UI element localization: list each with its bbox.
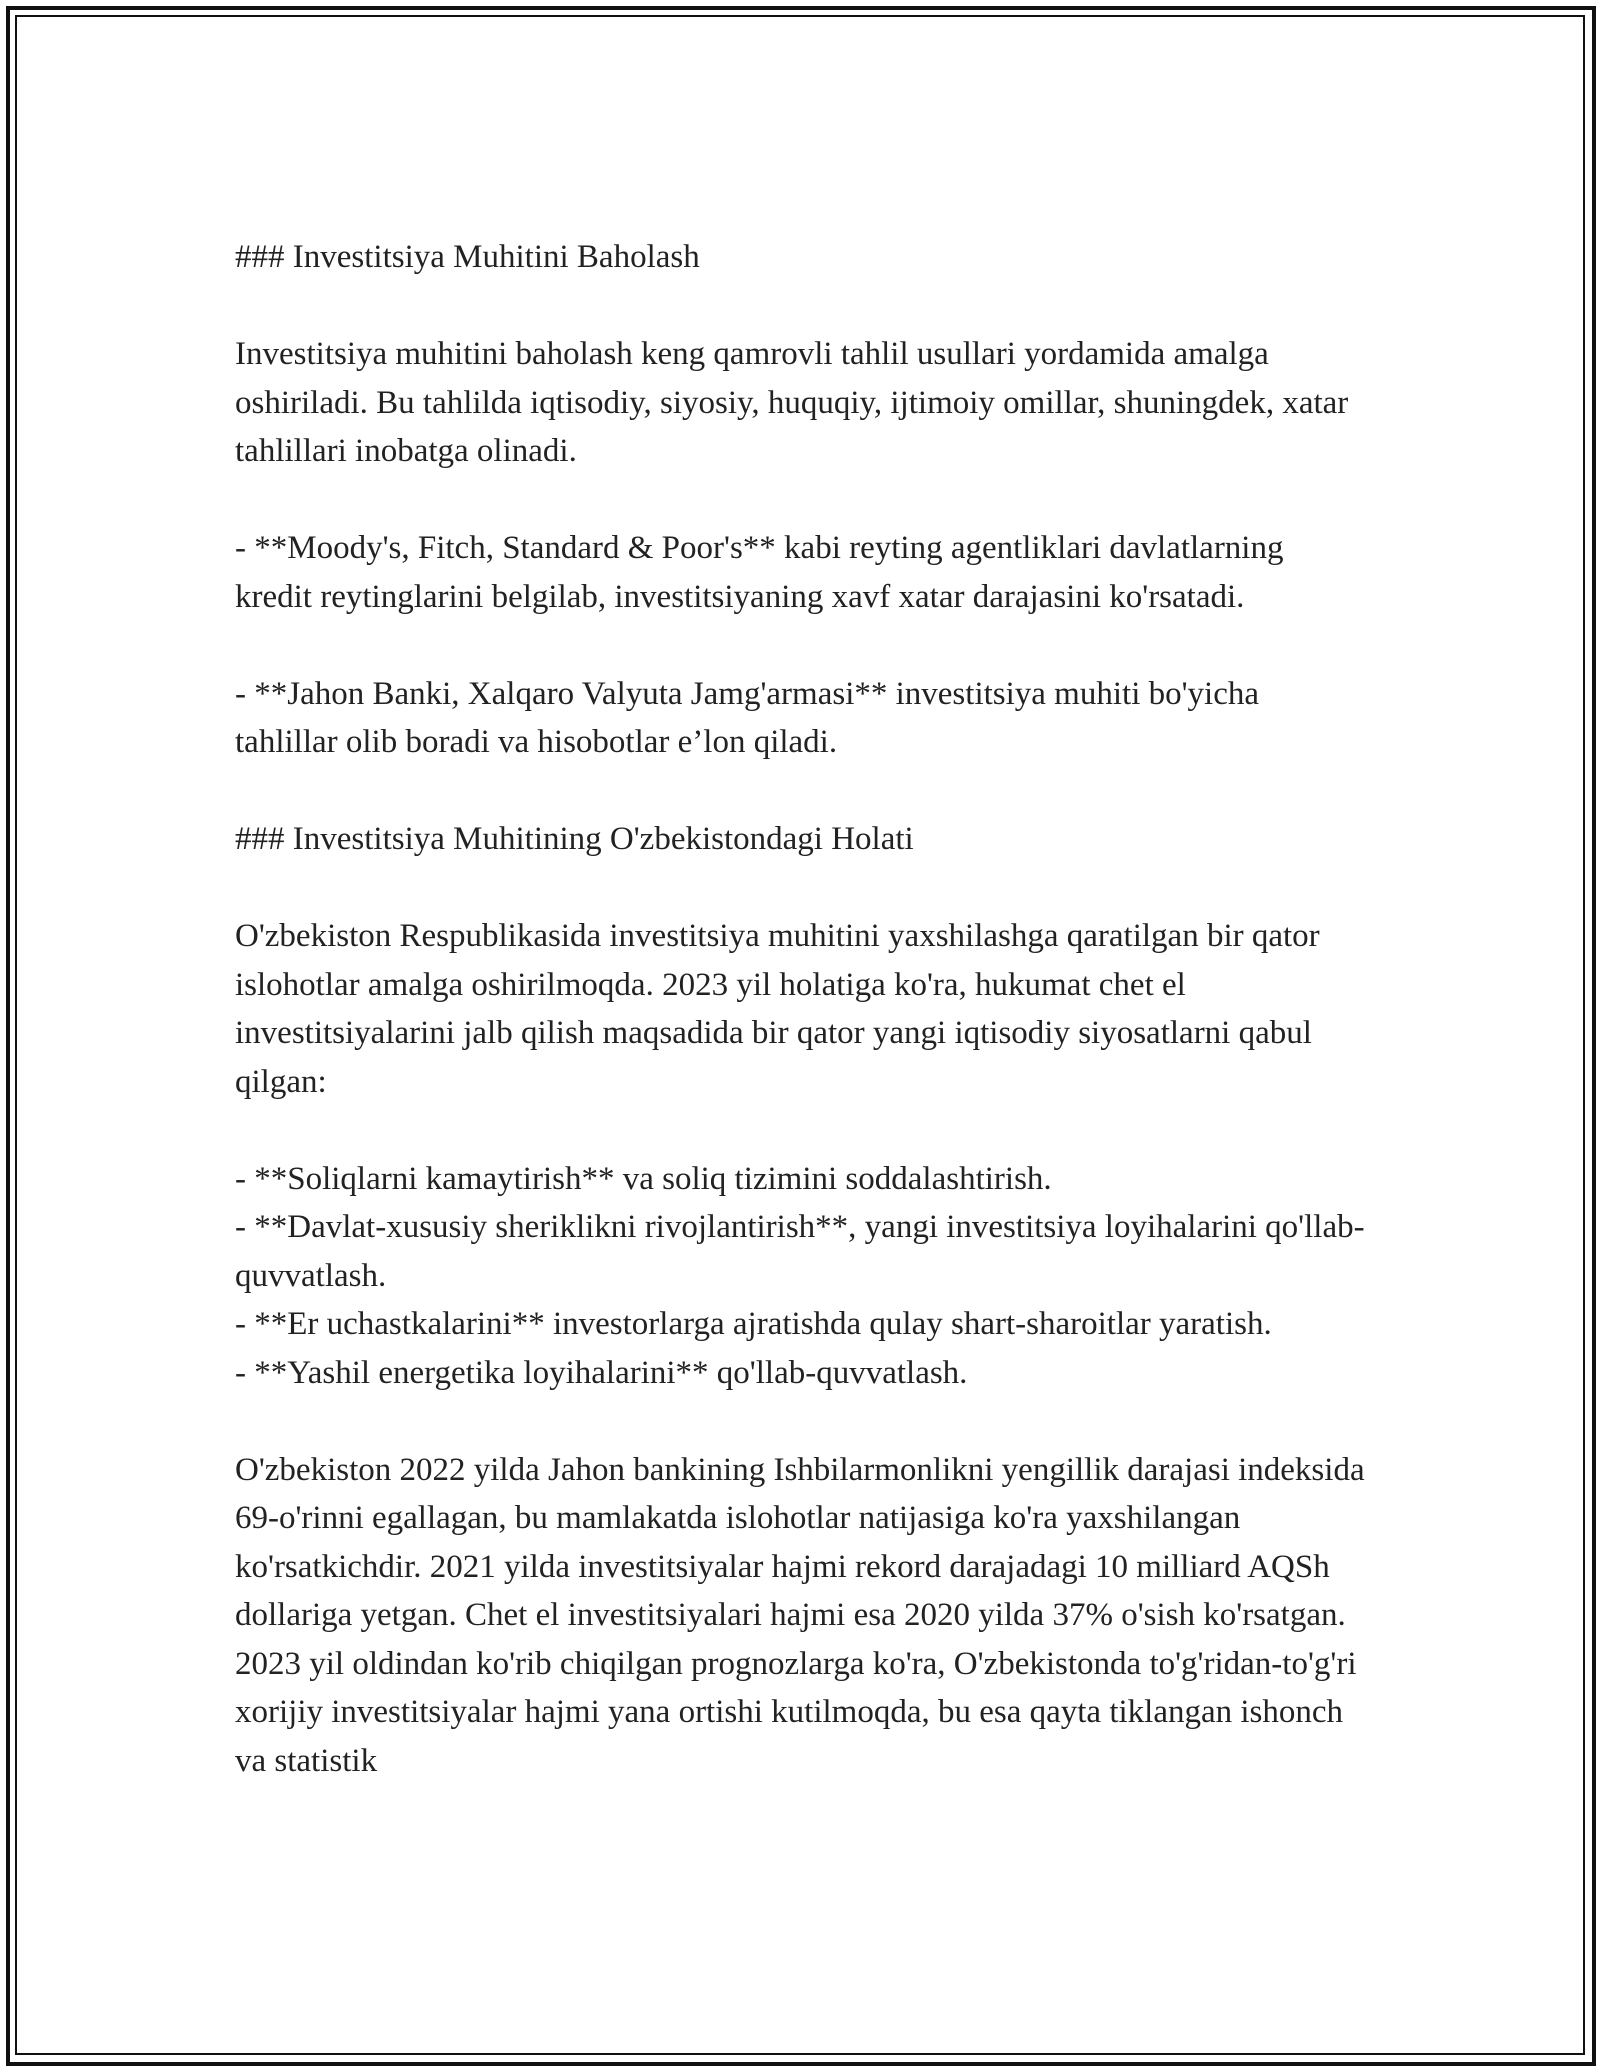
list-item: - **Yashil energetika loyihalarini** qo'llab-quvvatlash. <box>235 1354 968 1391</box>
bullet-world-bank-imf: - **Jahon Banki, Xalqaro Valyuta Jamg'armasi** investitsiya muhiti bo'yicha tahlillar olib boradi va hisobotlar e’lon qiladi. <box>235 675 1260 760</box>
paragraph-investment-statistics: O'zbekiston 2022 yilda Jahon bankining Ishbilarmonlikni yengillik darajasi indeksida 69-o'rinni egallagan, bu mamlakatda islohotlar natijasiga ko'ra yaxshilangan ko'rsatkichdir. 2021 yilda investitsiyalar hajmi rekord darajadagi 10 milliard AQSh dollariga yetgan. Chet el investitsiyalari hajmi esa 2020 yilda 37% o'sish ko'rsatgan. 2023 yil oldindan ko'rib chiqilgan prognozlarga ko'ra, O'zbekistonda to'g'ridan-to'g'ri xorijiy investitsiyalar hajmi yana ortishi kutilmoqda, bu esa qayta tiklangan ishonch va statistik <box>235 1451 1365 1779</box>
section-heading-assessment: ### Investitsiya Muhitini Baholash <box>235 239 700 275</box>
reform-list <box>235 1155 1365 1398</box>
paragraph-assessment-intro: Investitsiya muhitini baholash keng qamrovli tahlil usullari yordamida amalga oshiriladi. Bu tahlilda iqtisodiy, siyosiy, huquqiy, ijtimoiy omillar, shuningdek, xatar tahlillari inobatga olinadi. <box>235 336 1349 469</box>
bullet-rating-agencies: - **Moody's, Fitch, Standard & Poor's** kabi reyting agentliklari davlatlarning kredit reytinglarini belgilab, investitsiyaning xavf xatar darajasini ko'rsatadi. <box>235 530 1284 615</box>
section-heading-uzbekistan: ### Investitsiya Muhitining O'zbekistondagi Holati <box>235 821 914 857</box>
list-item: - **Soliqlarni kamaytirish** va soliq tizimini soddalashtirish. <box>235 1160 1052 1197</box>
document-body <box>235 233 1365 1785</box>
paragraph-uzbekistan-reforms: O'zbekiston Respublikasida investitsiya muhitini yaxshilashga qaratilgan bir qator islohotlar amalga oshirilmoqda. 2023 yil holatiga ko'ra, hukumat chet el investitsiyalarini jalb qilish maqsadida bir qator yangi iqtisodiy siyosatlarni qabul qilgan: <box>235 918 1320 1100</box>
list-item: - **Er uchastkalarini** investorlarga ajratishda qulay shart-sharoitlar yaratish. <box>235 1306 1272 1342</box>
list-item: - **Davlat-xususiy sheriklikni rivojlantirish**, yangi investitsiya loyihalarini qo'llab-quvvatlash. <box>235 1209 1365 1294</box>
